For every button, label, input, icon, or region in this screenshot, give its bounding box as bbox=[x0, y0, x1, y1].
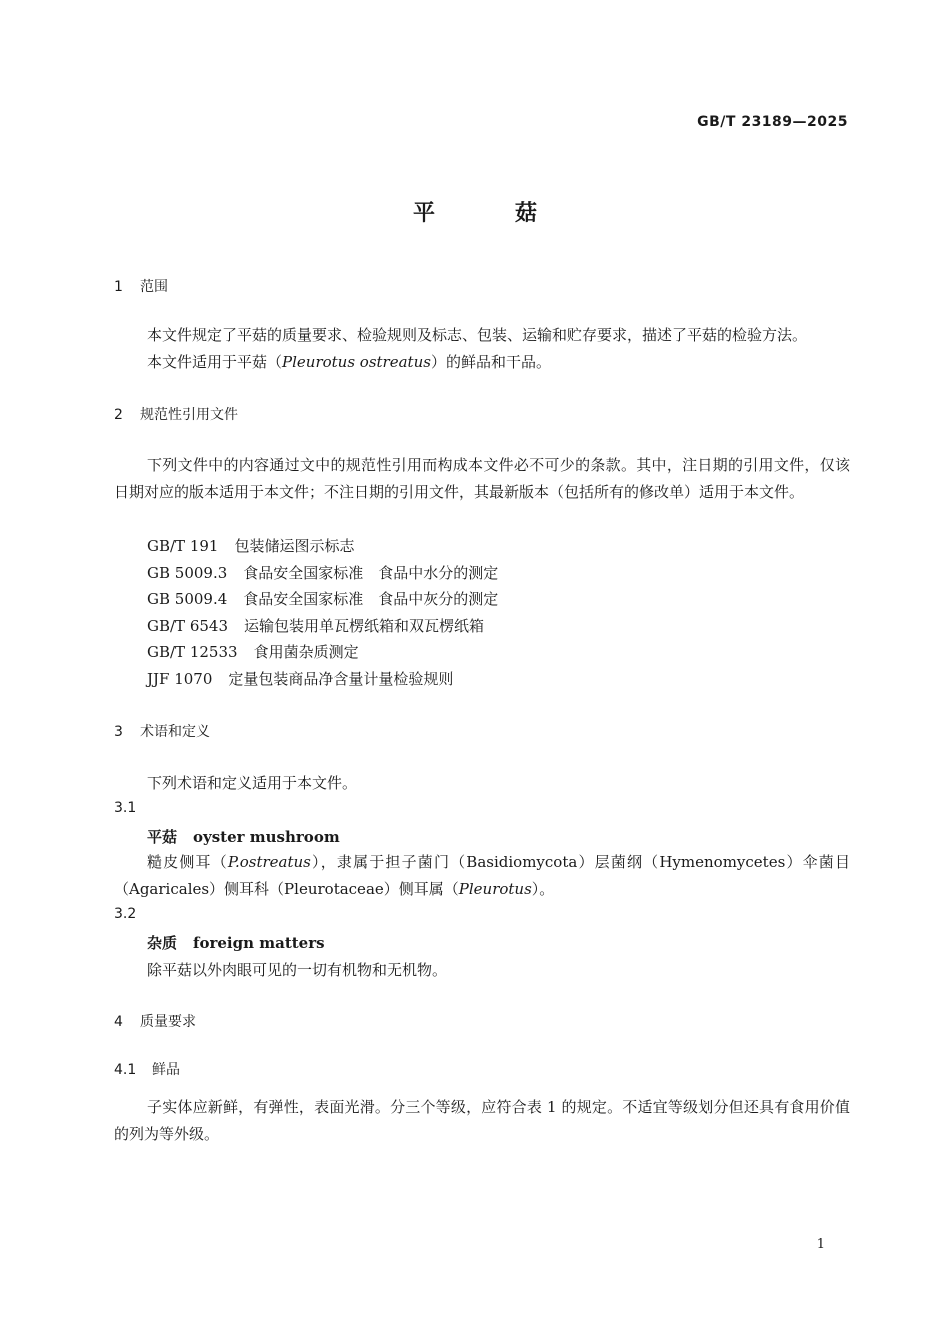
subsection-number: 4.1 bbox=[114, 1062, 137, 1078]
section-number: 2 bbox=[114, 407, 123, 423]
section-title: 质量要求 bbox=[140, 1014, 196, 1030]
reference-title: 包装储运图示标志 bbox=[234, 537, 355, 555]
text-run: ），隶属于担子菌门（Basidiomycota）层菌纲（Hymenomycetes）伞菌目（Agaricales）侧耳科（Pleurotaceae）侧耳属（ bbox=[114, 853, 850, 898]
reference-item bbox=[147, 668, 453, 689]
document-title bbox=[0, 196, 950, 227]
fresh-requirement-paragraph: 子实体应新鲜，有弹性，表面光滑。分三个等级，应符合表 1 的规定。不适宜等级划分但还具有食用价值的列为等外级。 bbox=[114, 1098, 850, 1143]
section-title: 规范性引用文件 bbox=[140, 407, 238, 423]
reference-title: 食品安全国家标准 食品中灰分的测定 bbox=[243, 590, 499, 608]
terms-intro: 下列术语和定义适用于本文件。 bbox=[147, 774, 358, 792]
text-run: 糙皮侧耳（ bbox=[147, 853, 228, 871]
scope-paragraph-2 bbox=[147, 351, 551, 372]
reference-item bbox=[147, 641, 359, 662]
reference-code: GB/T 191 bbox=[147, 537, 219, 555]
latin-name: Pleurotus ostreatus bbox=[282, 353, 431, 371]
section-number: 1 bbox=[114, 279, 123, 295]
reference-title: 运输包装用单瓦楞纸箱和双瓦楞纸箱 bbox=[244, 617, 485, 635]
standard-number: GB/T 23189—2025 bbox=[697, 114, 848, 130]
scope-paragraph-1: 本文件规定了平菇的质量要求、检验规则及标志、包装、运输和贮存要求，描述了平菇的检验方法。 bbox=[147, 326, 808, 344]
reference-code: GB 5009.4 bbox=[147, 590, 228, 608]
term-entry bbox=[147, 826, 340, 847]
term-number: 3.1 bbox=[114, 800, 137, 816]
section-1-heading bbox=[114, 276, 168, 296]
term-en: oyster mushroom bbox=[193, 828, 340, 846]
reference-title: 食用菌杂质测定 bbox=[253, 643, 359, 661]
page-number: 1 bbox=[816, 1237, 825, 1252]
section-number: 4 bbox=[114, 1014, 123, 1030]
title-char-2: 菇 bbox=[515, 201, 538, 226]
reference-code: JJF 1070 bbox=[147, 670, 213, 688]
term-en: foreign matters bbox=[193, 934, 325, 952]
section-3-heading bbox=[114, 721, 210, 741]
term-number: 3.2 bbox=[114, 906, 137, 922]
reference-item bbox=[147, 615, 484, 636]
section-2-heading bbox=[114, 404, 238, 424]
reference-item bbox=[147, 588, 498, 609]
text-run: 本文件适用于平菇（ bbox=[147, 353, 283, 371]
reference-item bbox=[147, 535, 354, 556]
reference-title: 食品安全国家标准 食品中水分的测定 bbox=[243, 564, 499, 582]
reference-code: GB 5009.3 bbox=[147, 564, 228, 582]
term-zh: 平菇 bbox=[147, 828, 178, 846]
latin-name: Pleurotus bbox=[458, 879, 532, 898]
reference-title: 定量包装商品净含量计量检验规则 bbox=[228, 670, 454, 688]
term-zh: 杂质 bbox=[147, 934, 178, 952]
term-entry bbox=[147, 932, 325, 953]
subsection-title: 鲜品 bbox=[152, 1062, 180, 1078]
subsection-4-1-heading bbox=[114, 1059, 180, 1079]
term-definition: 除平菇以外肉眼可见的一切有机物和无机物。 bbox=[147, 961, 448, 979]
section-4-heading bbox=[114, 1011, 196, 1031]
section-title: 术语和定义 bbox=[140, 724, 210, 740]
references-intro: 下列文件中的内容通过文中的规范性引用而构成本文件必不可少的条款。其中，注日期的引用文件，仅该日期对应的版本适用于本文件；不注日期的引用文件，其最新版本（包括所有的修改单）适用于本文件。 bbox=[114, 456, 850, 501]
reference-item bbox=[147, 562, 498, 583]
section-title: 范围 bbox=[140, 279, 168, 295]
section-number: 3 bbox=[114, 724, 123, 740]
text-run: ）的鲜品和干品。 bbox=[430, 353, 551, 371]
reference-code: GB/T 6543 bbox=[147, 617, 229, 635]
title-char-1: 平 bbox=[412, 201, 435, 226]
reference-code: GB/T 12533 bbox=[147, 643, 238, 661]
text-run: ）。 bbox=[531, 879, 555, 898]
latin-name: P.ostreatus bbox=[227, 853, 311, 871]
term-definition bbox=[114, 849, 850, 902]
